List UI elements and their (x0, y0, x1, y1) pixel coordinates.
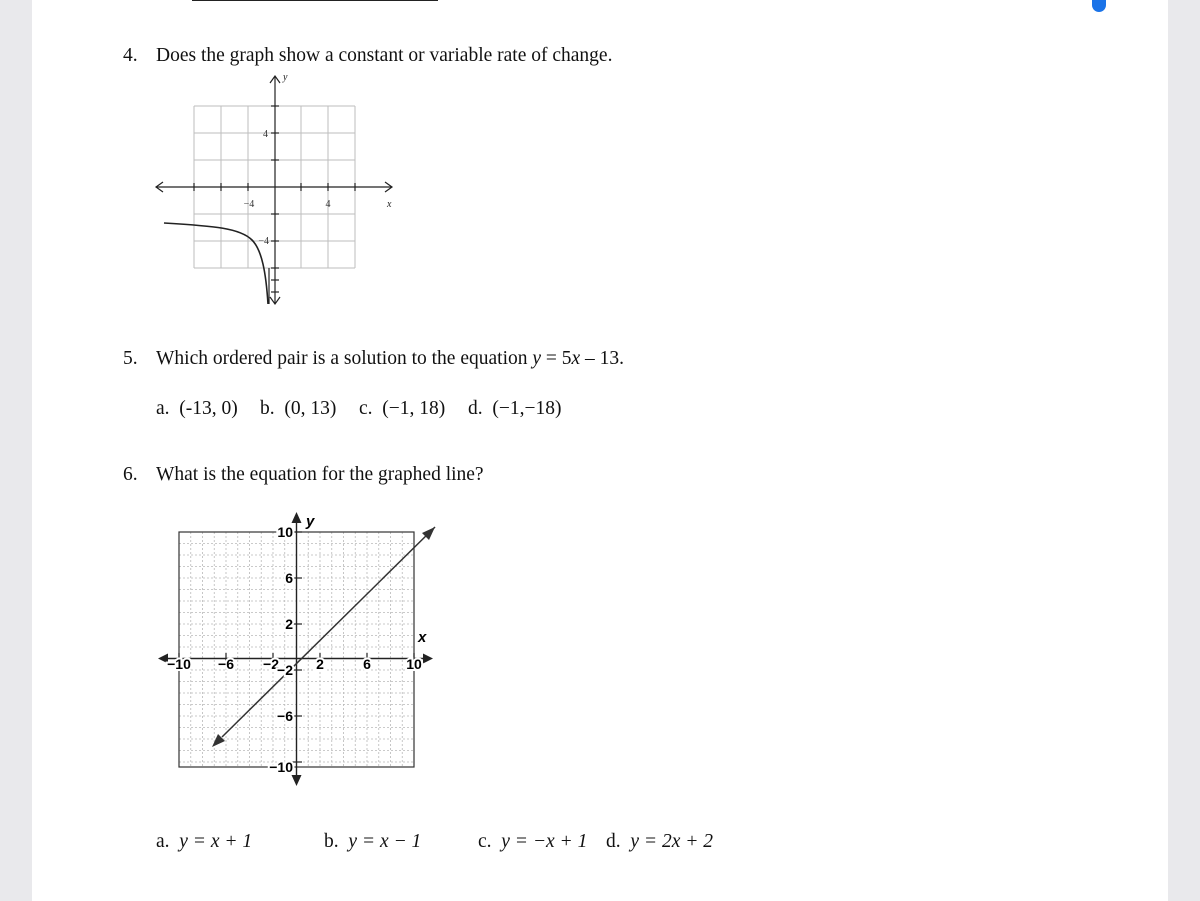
q4-ytick-4: 4 (263, 129, 268, 140)
q6-choice-c: c. y = −x + 1 (478, 831, 588, 852)
q6-graph (150, 510, 440, 790)
q4-y-label: y (283, 72, 288, 83)
q6-ytick-neg2: −2 (277, 662, 293, 678)
q4-text: Does the graph show a constant or variable rate of change. (156, 45, 613, 66)
q5-eq-x: x (571, 348, 581, 369)
worksheet-page (32, 0, 1168, 901)
q6-choice-d: d. y = 2x + 2 (606, 831, 714, 852)
q6-xtick-2: 2 (316, 656, 324, 672)
q6-text: What is the equation for the graphed line? (156, 464, 484, 485)
q4-xtick-neg4: −4 (243, 199, 255, 210)
q6-xtick-neg10: −10 (167, 656, 191, 672)
q5-text (156, 348, 624, 370)
answer-line (192, 0, 438, 1)
q5-eq-end: – 13. (580, 348, 625, 369)
q4-xtick-4: 4 (325, 199, 331, 210)
q6-y-label: y (306, 513, 315, 530)
q4-x-label: x (387, 199, 392, 210)
q6-xtick-10: 10 (406, 656, 422, 672)
q5-choice-a: a. (-13, 0) (156, 398, 238, 419)
q5-eq-y: y (532, 348, 542, 369)
q6-ytick-6: 6 (285, 570, 293, 586)
cursor-dot-icon (1092, 0, 1106, 12)
q6-xtick-neg6: −6 (218, 656, 234, 672)
q5-choice-b: b. (0, 13) (260, 398, 337, 419)
q6-choice-b: b. y = x − 1 (324, 831, 422, 852)
q6-xtick-6: 6 (363, 656, 371, 672)
q5-number: 5. (123, 348, 138, 369)
q4-graph (144, 68, 404, 313)
q4-ytick-neg4: −4 (258, 236, 269, 247)
q5-text-before: Which ordered pair is a solution to the equation (156, 348, 533, 369)
q6-choice-a: a. y = x + 1 (156, 831, 253, 852)
q6-ytick-10: 10 (277, 524, 293, 540)
q4-number: 4. (123, 45, 138, 66)
q6-ytick-2: 2 (285, 616, 293, 632)
q4-curve (164, 223, 268, 304)
q5-choice-c: c. (−1, 18) (359, 398, 446, 419)
q6-number: 6. (123, 464, 138, 485)
q5-eq-mid: = 5 (541, 348, 572, 369)
q6-line (222, 527, 435, 737)
q5-choice-d: d. (−1,−18) (468, 398, 562, 419)
q6-ytick-neg10: −10 (269, 759, 293, 775)
q6-ytick-neg6: −6 (277, 708, 293, 724)
q6-x-label: x (418, 629, 427, 646)
q6-xtick-neg2: −2 (263, 656, 279, 672)
